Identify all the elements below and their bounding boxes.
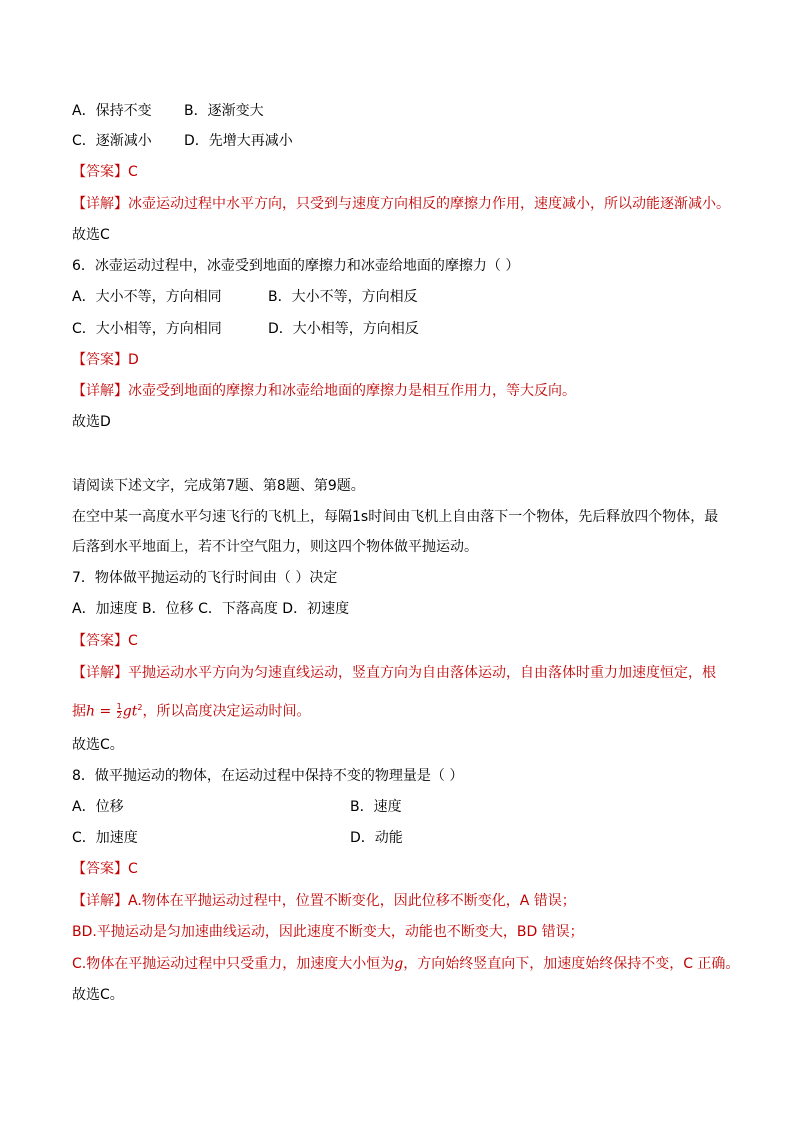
q5-option-d: D．先增大再减小 — [184, 133, 293, 149]
answer-value: C — [128, 861, 138, 877]
passage-intro: 请阅读下述文字，完成第7题、第8题、第9题。 — [72, 478, 365, 494]
q8-option-c: C．加速度 — [72, 830, 138, 846]
q6-option-a: A．大小不等，方向相同 — [72, 289, 222, 305]
detail-text: 冰壶受到地面的摩擦力和冰壶给地面的摩擦力是相互作用力，等大反向。 — [128, 383, 576, 399]
detail-suffix: ，所以高度决定运动时间。 — [142, 703, 311, 720]
detail-suffix: ，方向始终竖直向下，加速度始终保持不变，C 正确。 — [403, 956, 740, 972]
q5-option-a: A．保持不变 — [72, 103, 152, 119]
q8-answer — [72, 859, 138, 879]
q5-option-c: C．逐渐减小 — [72, 133, 152, 149]
fraction-denominator: 2 — [116, 711, 122, 721]
q6-option-d: D．大小相等，方向相反 — [268, 321, 419, 337]
q7-conclusion: 故选C。 — [72, 737, 124, 753]
formula-g: g — [122, 703, 132, 720]
detail-text: 平抛运动水平方向为匀速直线运动，竖直方向为自由落体运动，自由落体时重力加速度恒定，根 — [128, 665, 716, 681]
formula-h: h — [86, 703, 96, 720]
q6-stem: 6．冰壶运动过程中，冰壶受到地面的摩擦力和冰壶给地面的摩擦力（ ） — [72, 258, 520, 274]
q8-option-a: A．位移 — [72, 799, 124, 815]
formula-t: t — [131, 703, 138, 720]
q6-detail — [72, 381, 576, 401]
passage-line-2: 后落到水平地面上，若不计空气阻力，则这四个物体做平抛运动。 — [72, 539, 478, 555]
q8-detail-line-3 — [72, 954, 739, 974]
q7-detail-line-1 — [72, 663, 716, 683]
detail-prefix: C.物体在平抛运动过程中只受重力，加速度大小恒为 — [72, 956, 395, 972]
q6-options-row-1 — [72, 287, 418, 307]
q8-options-row-1 — [72, 797, 402, 817]
detail-tag: 【详解】 — [72, 893, 128, 909]
q5-option-b: B．逐渐变大 — [184, 103, 264, 119]
q8-options-row-2 — [72, 828, 403, 848]
q7-detail-line-2 — [72, 698, 310, 722]
answer-tag: 【答案】 — [72, 633, 128, 649]
answer-value: D — [128, 352, 139, 368]
answer-tag: 【答案】 — [72, 164, 128, 180]
formula-fraction — [117, 703, 122, 720]
detail-tag: 【详解】 — [72, 383, 128, 399]
q6-options-row-2 — [72, 319, 419, 339]
q7-options: A．加速度 B．位移 C．下落高度 D．初速度 — [72, 601, 350, 617]
q6-conclusion: 故选D — [72, 414, 111, 430]
detail-tag: 【详解】 — [72, 196, 128, 212]
formula-equals: = — [95, 703, 116, 720]
q7-stem: 7．物体做平抛运动的飞行时间由（ ）决定 — [72, 570, 338, 586]
q5-options-row-1 — [72, 101, 264, 121]
passage-line-1: 在空中某一高度水平匀速飞行的飞机上，每隔1s时间由飞机上自由落下一个物体，先后释放四个物体，最 — [72, 509, 719, 525]
q6-answer — [72, 350, 139, 370]
q7-answer — [72, 631, 138, 651]
q8-detail-line-1 — [72, 891, 576, 911]
detail-tag: 【详解】 — [72, 665, 128, 681]
q8-conclusion: 故选C。 — [72, 987, 124, 1003]
answer-value: C — [128, 164, 138, 180]
fraction-numerator: 1 — [116, 702, 122, 712]
detail-text: 冰壶运动过程中水平方向，只受到与速度方向相反的摩擦力作用，速度减小，所以动能逐渐减小。 — [128, 196, 730, 212]
q5-options-row-2 — [72, 131, 293, 151]
formula-exponent: 2 — [137, 703, 143, 712]
q8-option-d: D．动能 — [350, 830, 403, 846]
q5-conclusion: 故选C — [72, 227, 110, 243]
q6-option-b: B．大小不等，方向相反 — [268, 289, 418, 305]
q8-detail-line-2: BD.平抛运动是匀加速曲线运动，因此速度不断变大，动能也不断变大，BD 错误； — [72, 924, 584, 940]
q8-stem: 8．做平抛运动的物体，在运动过程中保持不变的物理量是（ ） — [72, 768, 464, 784]
detail-text: A.物体在平抛运动过程中，位置不断变化，因此位移不断变化，A 错误； — [128, 893, 576, 909]
answer-value: C — [128, 633, 138, 649]
answer-tag: 【答案】 — [72, 352, 128, 368]
detail-prefix: 据 — [72, 703, 86, 720]
q5-answer — [72, 162, 138, 182]
answer-tag: 【答案】 — [72, 861, 128, 877]
q6-option-c: C．大小相等，方向相同 — [72, 321, 222, 337]
q5-detail — [72, 194, 730, 214]
symbol-g: g — [394, 956, 404, 972]
q8-option-b: B．速度 — [350, 799, 402, 815]
